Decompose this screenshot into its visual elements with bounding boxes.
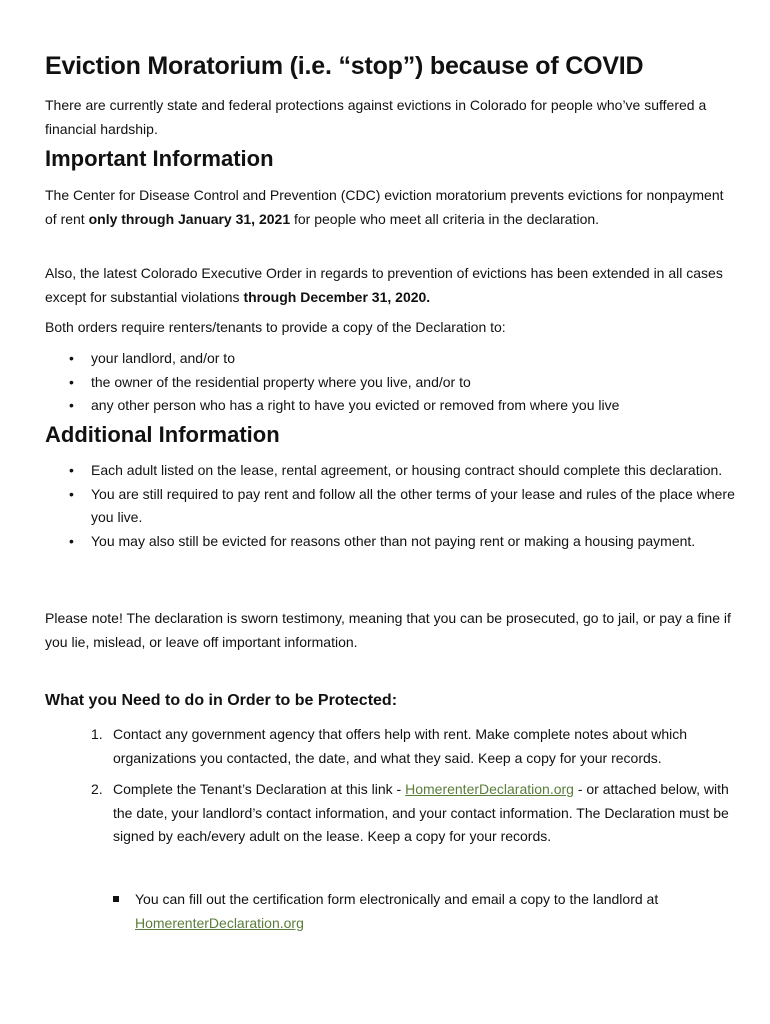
page-title: Eviction Moratorium (i.e. “stop”) because of COVID [45, 52, 644, 80]
orders-require-paragraph: Both orders require renters/tenants to provide a copy of the Declaration to: [45, 319, 506, 335]
list-item: • Each adult listed on the lease, rental agreement, or housing contract should complete this declaration. [45, 459, 735, 483]
bullet-icon: • [69, 350, 74, 366]
colorado-order-paragraph [45, 262, 735, 309]
bullet-icon: • [69, 485, 74, 502]
colorado-text-a: Also, the latest Colorado Executive Order in regards to prevention of evictions has been extended in all cases except for substantial violations [45, 265, 723, 305]
colorado-deadline: through December 31, 2020. [243, 288, 431, 305]
list-item: • any other person who has a right to have you evicted or removed from where you live [45, 394, 735, 418]
sub-text: You can fill out the certification form electronically and email a copy to the landlord at [135, 891, 659, 907]
step-number: 2. [91, 781, 103, 797]
steps-list [45, 723, 735, 857]
list-item: • You may also still be evicted for reasons other than not paying rent or making a housing payment. [45, 530, 735, 554]
step-text: Contact any government agency that offers help with rent. Make complete notes about which organizations you contacted, the date, and what they said. Keep a copy for your records. [113, 726, 688, 766]
list-item: • your landlord, and/or to [45, 347, 735, 371]
steps-heading: What you Need to do in Order to be Protected: [45, 692, 398, 709]
important-heading: Important Information [45, 146, 274, 171]
bullet-icon: • [69, 397, 74, 413]
step-item [45, 778, 735, 849]
sworn-testimony-note: Please note! The declaration is sworn testimony, meaning that you can be prosecuted, go to jail, or pay a fine if you lie, mislead, or leave off important information. [45, 610, 731, 650]
declaration-link[interactable]: HomerenterDeclaration.org [405, 781, 574, 797]
step-number: 1. [91, 726, 103, 742]
intro-paragraph: There are currently state and federal protections against evictions in Colorado for people who’ve suffered a financial hardship. [45, 97, 707, 137]
bullet-icon: • [69, 462, 74, 478]
step-item [45, 723, 735, 770]
bullet-icon: • [69, 373, 74, 390]
step-text-a: Complete the Tenant’s Declaration at this link - [113, 781, 406, 797]
bullet-icon: • [69, 532, 74, 549]
cdc-deadline: only through January 31, 2021 [88, 210, 291, 227]
list-item: • the owner of the residential property where you live, and/or to [45, 371, 735, 395]
cdc-text-b: for people who meet all criteria in the declaration. [290, 210, 600, 227]
square-bullet-icon [113, 896, 119, 902]
declaration-link-2[interactable]: HomerenterDeclaration.org [135, 914, 304, 931]
electronic-form-subitem [135, 888, 735, 935]
additional-heading: Additional Information [45, 422, 280, 447]
list-item: • You are still required to pay rent and follow all the other terms of your lease and rules of the place where you live. [45, 483, 735, 530]
additional-info-list [45, 459, 735, 553]
cdc-paragraph [45, 184, 735, 231]
cdc-text-a: The Center for Disease Control and Prevention (CDC) eviction moratorium prevents evictions for nonpayment of rent [45, 187, 724, 227]
declaration-recipients-list [45, 347, 735, 418]
step-text-b: - or attached below, with the date, your landlord’s contact information, and your contact information. The Declaration must be signed by each/every adult on the lease. Keep a copy for your records. [113, 781, 729, 844]
